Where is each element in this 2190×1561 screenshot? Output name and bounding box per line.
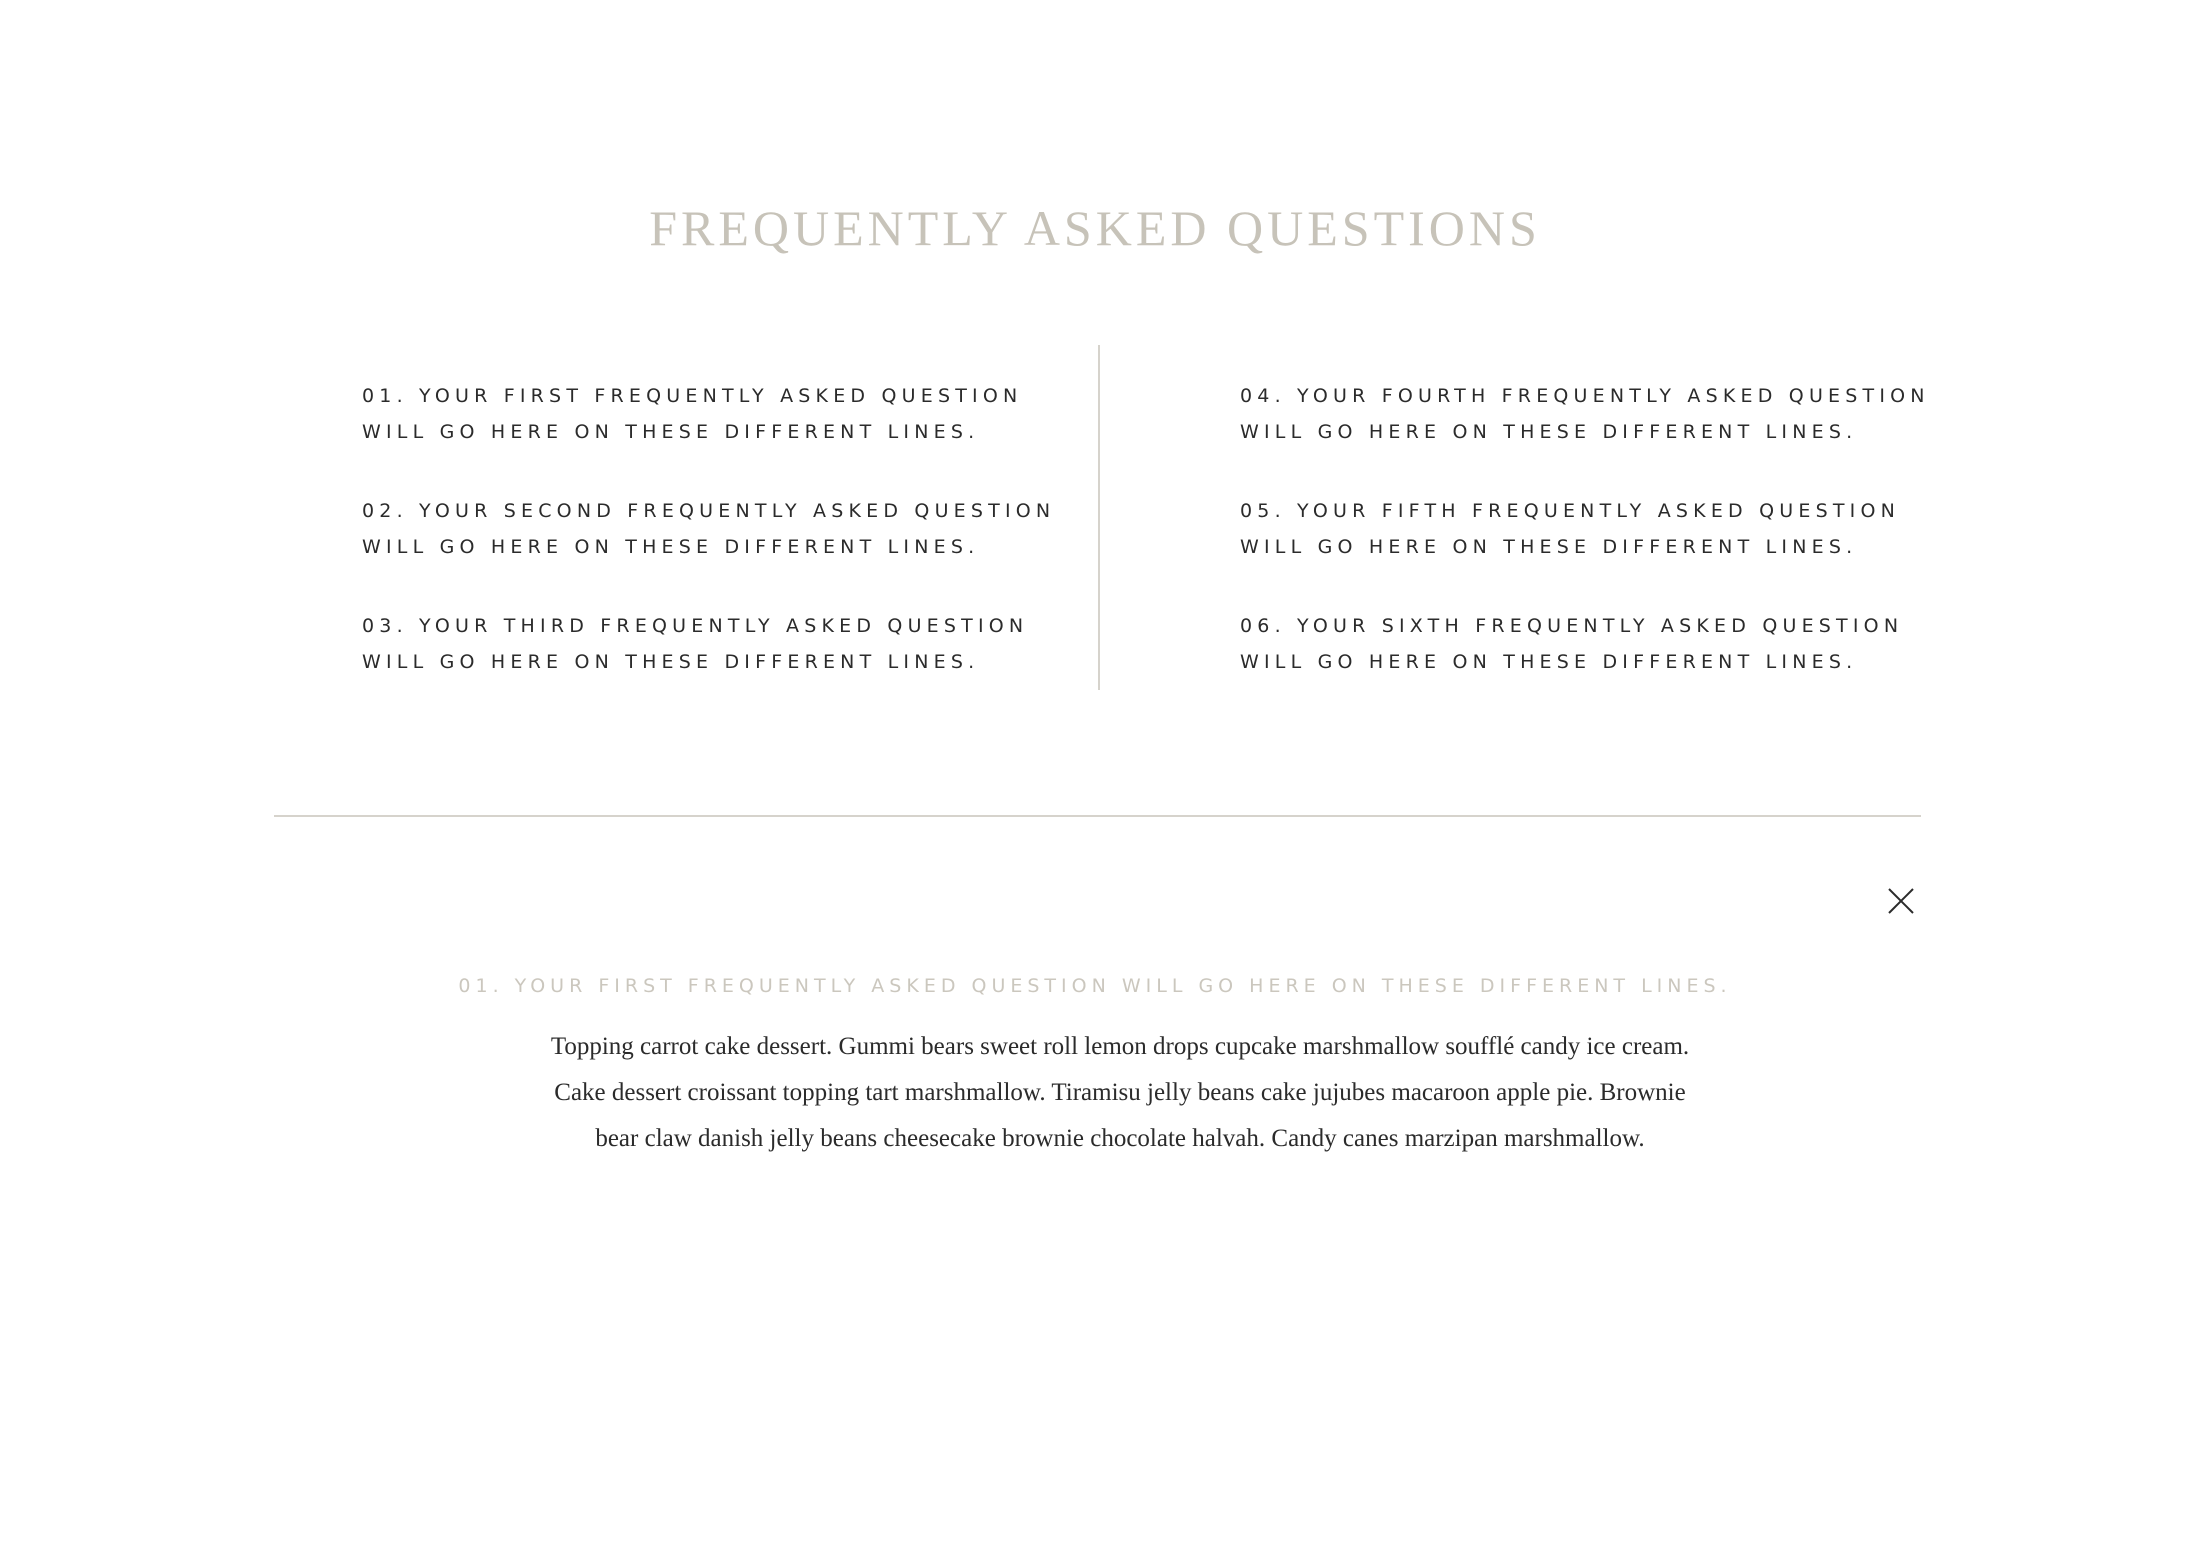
faq-item-4-line1: 04. YOUR FOURTH FREQUENTLY ASKED QUESTION: [1240, 385, 1930, 407]
faq-item-1-line1: 01. YOUR FIRST FREQUENTLY ASKED QUESTION: [362, 385, 1023, 407]
answer-text: Topping carrot cake dessert. Gummi bears sweet roll lemon drops cupcake marshmallow soufflé candy ice cream. Cake dessert croissant topping tart marshmallow. Tiramisu jelly beans cake jujubes macaroon apple pie. Brownie bear claw danish jelly beans cheesecake brownie chocolate halvah. Candy canes marzipan marshmallow.: [550, 1033, 1690, 1152]
faq-item-2-line2: WILL GO HERE ON THESE DIFFERENT LINES.: [362, 536, 980, 558]
column-divider: [1098, 345, 1100, 690]
faq-item-6[interactable]: [1240, 608, 2000, 680]
faq-item-2-line1: 02. YOUR SECOND FREQUENTLY ASKED QUESTION: [362, 500, 1056, 522]
faq-item-4[interactable]: [1240, 378, 2000, 450]
page-title: FREQUENTLY ASKED QUESTIONS: [649, 200, 1541, 256]
faq-item-3-line1: 03. YOUR THIRD FREQUENTLY ASKED QUESTION: [362, 615, 1029, 637]
faq-list-right: [1240, 378, 2000, 723]
faq-item-6-line1: 06. YOUR SIXTH FREQUENTLY ASKED QUESTION: [1240, 615, 1904, 637]
faq-item-3[interactable]: [362, 608, 1122, 680]
faq-item-4-line2: WILL GO HERE ON THESE DIFFERENT LINES.: [1240, 421, 1858, 443]
close-icon: [1886, 886, 1916, 916]
section-divider: [274, 815, 1921, 817]
faq-item-5[interactable]: [1240, 493, 2000, 565]
answer-question: 01. YOUR FIRST FREQUENTLY ASKED QUESTION WILL GO HERE ON THESE DIFFERENT LINES.: [458, 975, 1732, 997]
faq-item-5-line1: 05. YOUR FIFTH FREQUENTLY ASKED QUESTION: [1240, 500, 1901, 522]
faq-item-6-line2: WILL GO HERE ON THESE DIFFERENT LINES.: [1240, 651, 1858, 673]
faq-item-1-line2: WILL GO HERE ON THESE DIFFERENT LINES.: [362, 421, 980, 443]
faq-list-left: [362, 378, 1122, 723]
faq-item-1[interactable]: [362, 378, 1122, 450]
faq-item-2[interactable]: [362, 493, 1122, 565]
faq-item-3-line2: WILL GO HERE ON THESE DIFFERENT LINES.: [362, 651, 980, 673]
faq-item-5-line2: WILL GO HERE ON THESE DIFFERENT LINES.: [1240, 536, 1858, 558]
close-button[interactable]: [1886, 886, 1916, 916]
